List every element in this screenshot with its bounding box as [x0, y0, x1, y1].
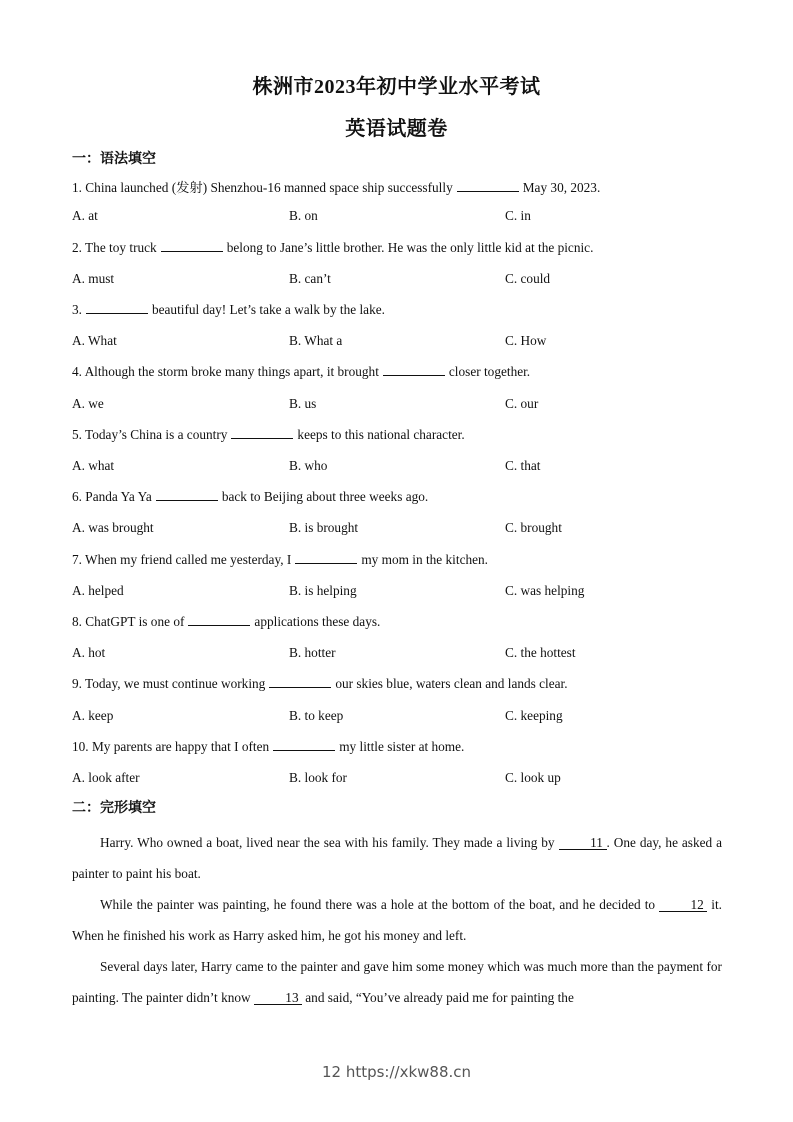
option-c: C. How [505, 333, 547, 348]
answer-blank [457, 180, 519, 192]
question-10 [72, 739, 464, 755]
paragraph-text: it. When he finished his work as Harry asked him, he got his money and left. [72, 897, 722, 943]
question-2 [72, 240, 593, 256]
option-b: B. us [289, 396, 317, 411]
option-b: B. What a [289, 333, 343, 348]
section1-heading: 一：语法填空 [72, 151, 156, 167]
option-a: A. what [72, 458, 115, 473]
paragraph-text: Harry. Who owned a boat, lived near the sea with his family. They made a living by [100, 835, 555, 850]
option-a: A. must [72, 271, 115, 286]
cloze-paragraph-3 [72, 951, 722, 1013]
answer-blank [231, 427, 293, 439]
paragraph-text: . One day, he asked a painter to paint his boat. [72, 835, 723, 881]
option-a: A. at [72, 208, 98, 223]
answer-blank [156, 489, 218, 501]
option-b: B. is helping [289, 583, 357, 598]
option-c: C. keeping [505, 708, 563, 723]
cloze-blank-11: 11 [559, 836, 607, 850]
option-a: A. hot [72, 645, 106, 660]
question-text: back to Beijing about three weeks ago. [221, 489, 429, 504]
question-text: applications these days. [254, 614, 381, 629]
question-text: belong to Jane’s little brother. He was the only little kid at the picnic. [226, 240, 594, 255]
option-c: C. in [505, 208, 531, 223]
question-5 [72, 427, 465, 443]
option-c: C. look up [505, 770, 561, 785]
option-b: B. who [289, 458, 328, 473]
cloze-blank-13: 13 [254, 991, 302, 1005]
question-text: 8. ChatGPT is one of [72, 614, 185, 629]
paragraph-text: and said, “You’ve already paid me for painting the [305, 990, 574, 1005]
option-b: B. to keep [289, 708, 344, 723]
question-7 [72, 552, 488, 568]
question-1 [72, 177, 600, 196]
option-c: C. was helping [505, 583, 585, 598]
cloze-paragraph-1 [72, 827, 722, 889]
question-text: keeps to this national character. [297, 427, 465, 442]
answer-blank [161, 240, 223, 252]
option-c: C. brought [505, 520, 562, 535]
paragraph-text: While the painter was painting, he found there was a hole at the bottom of the boat, and he decided to [100, 897, 656, 912]
question-6 [72, 489, 428, 505]
option-c: C. could [505, 271, 551, 286]
question-text: 9. Today, we must continue working [72, 676, 266, 691]
question-text: closer together. [448, 364, 531, 379]
option-b: B. can’t [289, 271, 331, 286]
option-a: A. helped [72, 583, 124, 598]
question-text: my mom in the kitchen. [361, 552, 488, 567]
option-c: C. our [505, 396, 539, 411]
option-c: C. the hottest [505, 645, 576, 660]
exam-subtitle: 英语试题卷 [345, 118, 448, 140]
question-8 [72, 614, 380, 630]
option-b: B. hotter [289, 645, 336, 660]
question-text: beautiful day! Let’s take a walk by the lake. [151, 302, 385, 317]
option-a: A. look after [72, 770, 140, 785]
answer-blank [273, 739, 335, 751]
option-a: A. keep [72, 708, 114, 723]
option-c: C. that [505, 458, 541, 473]
question-text: May 30, 2023. [522, 180, 601, 195]
answer-blank [188, 614, 250, 626]
option-a: A. was brought [72, 520, 154, 535]
question-text: 5. Today’s China is a country [72, 427, 228, 442]
paragraph-text: Several days later, Harry came to the painter and gave him some money which was much more than the payment for painting. The painter didn’t know [72, 959, 722, 1005]
option-a: A. What [72, 333, 117, 348]
answer-blank [295, 552, 357, 564]
cloze-paragraph-2 [72, 889, 722, 951]
answer-blank [86, 302, 148, 314]
question-text: 10. My parents are happy that I often [72, 739, 270, 754]
option-b: B. on [289, 208, 318, 223]
question-9 [72, 676, 568, 692]
question-text: our skies blue, waters clean and lands clear. [335, 676, 568, 691]
question-text: 3. [72, 302, 82, 317]
cloze-blank-12: 12 [659, 898, 707, 912]
question-text: my little sister at home. [339, 739, 465, 754]
page-footer: 12 https://xkw88.cn [321, 1063, 472, 1081]
question-text: 4. Although the storm broke many things apart, it brought [72, 364, 379, 379]
question-text: 1. China launched (发射) Shenzhou-16 manned space ship successfully [72, 180, 453, 195]
option-b: B. look for [289, 770, 347, 785]
section2-heading: 二：完形填空 [72, 800, 156, 816]
option-a: A. we [72, 396, 104, 411]
question-text: 6. Panda Ya Ya [72, 489, 152, 504]
question-4 [72, 364, 530, 380]
question-text: 2. The toy truck [72, 240, 157, 255]
answer-blank [383, 364, 445, 376]
question-3 [72, 302, 385, 318]
answer-blank [269, 676, 331, 688]
exam-title: 株洲市2023年初中学业水平考试 [252, 76, 541, 98]
option-b: B. is brought [289, 520, 359, 535]
question-text: 7. When my friend called me yesterday, I [72, 552, 292, 567]
